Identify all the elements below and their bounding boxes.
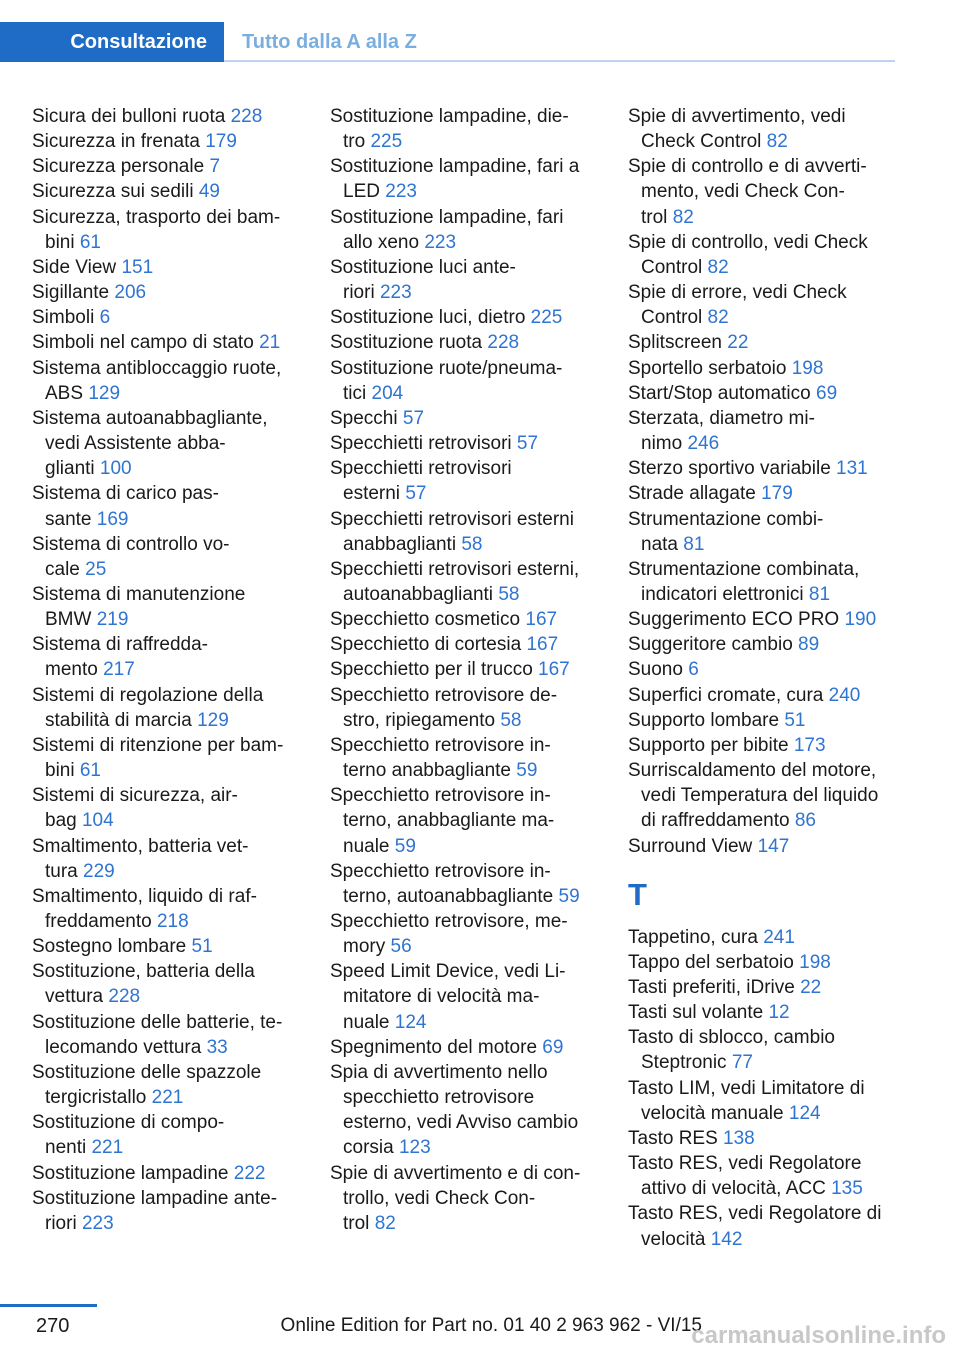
index-column-1	[32, 104, 300, 1236]
index-entry-term: Specchietto per il trucco	[330, 659, 539, 681]
index-entry	[32, 683, 300, 733]
index-entry-term: Spie di avvertimento, vedi Check Control	[628, 106, 846, 153]
index-entry	[628, 632, 896, 657]
index-entry-term: Tappetino, cura	[628, 926, 764, 948]
index-entry	[330, 909, 598, 959]
index-entry	[330, 456, 598, 506]
index-entry	[628, 925, 896, 950]
page-reference-link[interactable]: 179	[205, 131, 237, 153]
index-entry	[330, 507, 598, 557]
index-entry	[330, 154, 598, 204]
page-reference-link[interactable]: 129	[88, 382, 121, 404]
index-entry-term: Surround View	[628, 835, 758, 857]
index-entry	[32, 205, 300, 255]
index-entry-term: Sostituzione, batteria della vettura	[32, 961, 255, 1008]
index-entry-term: Sicurezza in frenata	[32, 131, 206, 153]
index-entry	[628, 834, 896, 859]
page-reference-link[interactable]: 22	[800, 977, 822, 998]
index-entry-term: Sostituzione di compo- nenti	[32, 1112, 225, 1159]
index-entry-term: Sostituzione luci, dietro	[330, 307, 531, 329]
index-entry-term: Sostegno lombare	[32, 936, 192, 958]
index-entry	[628, 406, 896, 456]
index-entry-term: Suggerimento ECO PRO	[628, 609, 845, 631]
page-reference-link[interactable]: 167	[525, 609, 558, 631]
page-reference-link[interactable]: 49	[198, 181, 220, 203]
index-entry	[628, 1076, 896, 1126]
page-reference-link[interactable]: 167	[538, 659, 570, 681]
index-entry	[628, 507, 896, 557]
index-entry-term: Simboli	[32, 307, 100, 329]
page-reference-link[interactable]: 104	[81, 810, 114, 832]
index-entry-term: Sostituzione lampadine, fari a LED	[330, 156, 580, 203]
index-entry	[32, 884, 300, 934]
page-reference-link[interactable]: 86	[794, 810, 816, 832]
index-entry	[32, 305, 300, 330]
index-entry	[330, 305, 598, 330]
index-entry	[628, 481, 896, 506]
index-entry	[32, 255, 300, 280]
index-entry-term: Simboli nel campo di stato	[32, 332, 260, 354]
index-entry	[628, 657, 896, 682]
page-reference-link[interactable]: 100	[99, 458, 132, 480]
page-reference-link[interactable]: 69	[542, 1036, 564, 1058]
index-entry-term: Sostituzione ruote/pneuma- tici	[330, 357, 563, 404]
index-entries-t	[628, 925, 896, 1252]
index-entry-term: Specchietto retrovisore in- terno anabbagliante	[330, 734, 551, 782]
page-reference-link[interactable]: 82	[766, 131, 788, 153]
page-reference-link[interactable]: 6	[688, 659, 699, 681]
page-reference-link[interactable]: 223	[385, 181, 417, 203]
index-entry	[32, 783, 300, 833]
index-entry-term: Sostituzione luci ante- riori	[330, 256, 516, 304]
index-entry-term: Strade allagate	[628, 483, 762, 505]
index-entry-term: Start/Stop automatico	[628, 382, 816, 404]
index-entry	[330, 607, 598, 632]
page-reference-link[interactable]: 12	[768, 1002, 790, 1024]
page-reference-link[interactable]: 225	[370, 131, 403, 153]
index-entry-term: Sistema di raffredda- mento	[32, 634, 209, 681]
index-entry-term: Spie di controllo, vedi Check Control	[628, 231, 868, 278]
index-entry	[330, 356, 598, 406]
index-letter-heading: T	[628, 876, 647, 912]
index-entry	[32, 934, 300, 959]
index-entry-term: Sostituzione delle batterie, te- lecomando vettura	[32, 1011, 283, 1058]
index-entry-term: Specchi	[330, 407, 403, 429]
page-reference-link[interactable]: 58	[498, 583, 520, 605]
edition-note: Online Edition for Part no. 01 40 2 963 962 - VI/15	[280, 1315, 702, 1336]
index-entry	[628, 1151, 896, 1201]
index-entry-term: Surriscaldamento del motore, vedi Temperatura del liquido di raffreddamento	[628, 760, 879, 832]
index-entry	[32, 330, 300, 355]
page-reference-link[interactable]: 56	[390, 936, 412, 958]
index-entry-term: Specchietto retrovisore, me- mory	[330, 911, 568, 958]
index-entry	[628, 356, 896, 381]
index-entry-term: Sistema di carico pas- sante	[32, 483, 219, 530]
page-reference-link[interactable]: 142	[710, 1228, 743, 1250]
index-entry-term: Sicurezza personale	[32, 156, 210, 178]
page-reference-link[interactable]: 167	[526, 634, 559, 656]
page-reference-link[interactable]: 124	[394, 1011, 427, 1033]
index-entry	[330, 1161, 598, 1236]
index-entry	[330, 255, 598, 305]
index-entry	[628, 607, 896, 632]
index-entry	[628, 975, 896, 1000]
page-reference-link[interactable]: 223	[424, 231, 457, 253]
page-reference-link[interactable]: 151	[121, 256, 154, 278]
page-reference-link[interactable]: 77	[731, 1052, 753, 1074]
index-entry-term: Spie di errore, vedi Check Control	[628, 282, 847, 329]
page-reference-link[interactable]: 82	[707, 256, 729, 278]
index-entry-term: Suono	[628, 659, 689, 681]
index-entry-term: Tasti sul volante	[628, 1002, 769, 1024]
index-entry-term: Sostituzione lampadine, die- tro	[330, 106, 569, 153]
index-entry	[330, 205, 598, 255]
index-entry	[330, 733, 598, 783]
index-entry-term: Spia di avvertimento nello specchietto retrovisore esterno, vedi Avviso cambio corsia	[330, 1061, 579, 1159]
page-reference-link[interactable]: 229	[83, 860, 115, 882]
index-entry-term: Specchietti retrovisori esterni anabbaglianti	[330, 508, 574, 555]
page-reference-link[interactable]: 124	[788, 1102, 821, 1124]
index-entry	[32, 1010, 300, 1060]
page-reference-link[interactable]: 61	[79, 760, 101, 782]
page-reference-link[interactable]: 25	[85, 558, 107, 580]
index-entry-term: Sostituzione lampadine, fari allo xeno	[330, 206, 564, 253]
page-reference-link[interactable]: 6	[99, 307, 111, 329]
index-entry-term: Specchietti retrovisori esterni, autoanabbaglianti	[330, 558, 580, 605]
page-reference-link[interactable]: 147	[757, 835, 790, 857]
page-reference-link[interactable]: 21	[259, 332, 281, 354]
page-reference-link[interactable]: 57	[402, 407, 425, 429]
index-entry-term: Side View	[32, 256, 122, 278]
index-entry-term: Tasto di sblocco, cambio Steptronic	[628, 1027, 835, 1074]
page-reference-link[interactable]: 223	[379, 282, 412, 304]
index-entry-term: Suggeritore cambio	[628, 634, 799, 656]
page-reference-link[interactable]: 22	[727, 332, 749, 354]
index-column-2	[330, 104, 598, 1236]
watermark: carmanualsonline.info	[691, 1322, 946, 1349]
page-reference-link[interactable]: 221	[151, 1087, 184, 1109]
index-entry	[32, 481, 300, 531]
index-entry-term: Splitscreen	[628, 332, 728, 354]
index-entry	[330, 330, 598, 355]
index-entry-term: Tasto LIM, vedi Limitatore di velocità manuale	[628, 1077, 865, 1124]
index-entry	[628, 381, 896, 406]
page-reference-link[interactable]: 222	[233, 1162, 266, 1184]
index-entry-term: Sostituzione lampadine ante- riori	[32, 1187, 278, 1234]
index-entry	[330, 406, 598, 431]
index-entry-term: Specchietto cosmetico	[330, 609, 526, 631]
page-reference-link[interactable]: 169	[96, 508, 129, 530]
page-reference-link[interactable]: 57	[516, 433, 539, 455]
index-entry	[628, 1201, 896, 1251]
index-entry-term: Specchietto retrovisore in- terno, anabbagliante ma- nuale	[330, 785, 555, 857]
index-entry	[330, 657, 598, 682]
index-entry	[628, 154, 896, 229]
index-entry	[628, 456, 896, 481]
index-entry-term: Sterzo sportivo variabile	[628, 458, 837, 480]
page-reference-link[interactable]: 217	[103, 659, 135, 681]
index-entry	[330, 431, 598, 456]
page-reference-link[interactable]: 219	[96, 609, 129, 631]
index-entry	[628, 330, 896, 355]
section-tab-tutto-dalla-a-alla-z[interactable]: Tutto dalla A alla Z	[242, 31, 417, 53]
page-reference-link[interactable]: 198	[799, 951, 831, 973]
index-entry-term: Specchietti retrovisori	[330, 433, 517, 455]
index-entry-term: Tasto RES, vedi Regolatore di velocità	[628, 1203, 882, 1250]
page-reference-link[interactable]: 59	[516, 760, 538, 782]
index-entry	[32, 1161, 300, 1186]
index-entry	[32, 280, 300, 305]
page-reference-link[interactable]: 223	[81, 1212, 114, 1234]
index-entry-term: Smaltimento, batteria vet- tura	[32, 835, 249, 882]
index-entry-term: Sistema di manutenzione BMW	[32, 583, 246, 631]
index-entry	[628, 557, 896, 607]
page-reference-link[interactable]: 173	[793, 734, 826, 756]
page-reference-link[interactable]: 61	[79, 231, 101, 253]
index-entry	[330, 1060, 598, 1161]
index-entry	[32, 582, 300, 632]
index-entry	[628, 733, 896, 758]
page-reference-link[interactable]: 138	[723, 1127, 755, 1149]
index-entry-term: Sicurezza, trasporto dei bam- bini	[32, 206, 281, 253]
page-reference-link[interactable]: 129	[197, 709, 229, 731]
page-reference-link[interactable]: 241	[763, 926, 795, 948]
page-reference-link[interactable]: 221	[91, 1137, 124, 1159]
page-reference-link[interactable]: 228	[230, 106, 263, 127]
index-entry	[330, 783, 598, 858]
index-entry	[32, 129, 300, 154]
page-reference-link[interactable]: 123	[398, 1137, 431, 1159]
page-reference-link[interactable]: 59	[394, 835, 416, 857]
index-entries-s	[628, 104, 896, 859]
index-entry-term: Tasto RES	[628, 1127, 724, 1149]
index-entry-term: Spegnimento del motore	[330, 1036, 543, 1058]
index-entry-term: Specchietto di cortesia	[330, 634, 527, 656]
index-entry	[330, 683, 598, 733]
index-entry-term: Superfici cromate, cura	[628, 684, 829, 706]
page-reference-link[interactable]: 58	[500, 709, 522, 731]
index-entry	[32, 632, 300, 682]
index-entry-term: Spie di avvertimento e di con- trollo, vedi Check Con- trol	[330, 1162, 581, 1234]
index-entry-term: Strumentazione combi- nata	[628, 508, 824, 555]
index-entry-term: Tappo del serbatoio	[628, 951, 800, 973]
index-entry-term: Tasti preferiti, iDrive	[628, 977, 801, 998]
index-entry	[330, 1035, 598, 1060]
index-entry	[628, 1126, 896, 1151]
index-entry-term: Specchietto retrovisore in- terno, autoanabbagliante	[330, 860, 554, 907]
page-reference-link[interactable]: 89	[798, 634, 820, 656]
index-entry-term: Supporto per bibite	[628, 734, 794, 756]
index-entry-term: Smaltimento, liquido di raf- freddamento	[32, 885, 257, 932]
page-reference-link[interactable]: 7	[209, 156, 221, 178]
index-entry	[32, 179, 300, 204]
page-reference-link[interactable]: 190	[844, 609, 877, 631]
page-reference-link[interactable]: 135	[831, 1178, 863, 1200]
index-entry-term: Sistema antibloccaggio ruote, ABS	[32, 357, 282, 404]
index-entry	[628, 1000, 896, 1025]
index-entry	[330, 104, 598, 154]
page-reference-link[interactable]: 69	[816, 382, 838, 404]
index-entry-term: Sistema autoanabbagliante, vedi Assistente abba- glianti	[32, 407, 268, 480]
index-entry-term: Sigillante	[32, 282, 115, 304]
page-reference-link[interactable]: 82	[672, 206, 694, 228]
page-reference-link[interactable]: 59	[558, 885, 580, 907]
index-entry	[32, 406, 300, 481]
index-entry	[32, 1060, 300, 1110]
page-number: 270	[36, 1315, 70, 1337]
page-reference-link[interactable]: 82	[374, 1212, 396, 1234]
index-entry	[32, 154, 300, 179]
index-entry-term: Sistemi di sicurezza, air- bag	[32, 785, 238, 832]
index-entry-term: Spie di controllo e di avverti- mento, vedi Check Con- trol	[628, 156, 867, 228]
page-reference-link[interactable]: 51	[784, 709, 806, 731]
page-reference-link[interactable]: 228	[487, 332, 520, 354]
index-entry-term: Sostituzione delle spazzole tergicristallo	[32, 1061, 262, 1109]
index-entry-term: Sicura dei bulloni ruota	[32, 106, 231, 127]
index-entry-term: Sterzata, diametro mi- nimo	[628, 407, 815, 455]
section-tab-consultazione[interactable]: Consultazione	[0, 22, 224, 62]
index-entry	[330, 557, 598, 607]
page-reference-link[interactable]: 131	[836, 458, 868, 480]
index-entry	[628, 1025, 896, 1075]
index-entry-term: Supporto lombare	[628, 709, 785, 731]
page-reference-link[interactable]: 81	[808, 583, 831, 605]
index-entry-term: Sportello serbatoio	[628, 357, 792, 379]
index-entry-term: Sistemi di ritenzione per bam- bini	[32, 734, 284, 782]
index-entry-term: Specchietto retrovisore de- stro, ripiegamento	[330, 684, 558, 731]
page-reference-link[interactable]: 204	[371, 382, 404, 404]
index-entry	[32, 356, 300, 406]
page-reference-link[interactable]: 198	[791, 357, 824, 379]
index-entry-term: Sicurezza sui sedili	[32, 181, 199, 203]
index-entry	[628, 280, 896, 330]
page-reference-link[interactable]: 58	[461, 533, 483, 555]
page-reference-link[interactable]: 81	[683, 533, 705, 555]
page-header	[0, 22, 895, 62]
index-entry	[628, 230, 896, 280]
index-entry	[628, 683, 896, 708]
index-entry	[628, 758, 896, 833]
index-entry	[32, 104, 300, 129]
index-entry	[32, 1110, 300, 1160]
index-entry-term: Sostituzione lampadine	[32, 1162, 234, 1184]
index-entry-term: Specchietti retrovisori esterni	[330, 458, 512, 505]
page-reference-link[interactable]: 206	[114, 282, 147, 304]
footer-rule	[0, 1304, 97, 1307]
index-entry	[628, 950, 896, 975]
index-entry-term: Speed Limit Device, vedi Li- mitatore di velocità ma- nuale	[330, 961, 566, 1033]
index-entry	[32, 733, 300, 783]
index-entry-term: Strumentazione combinata, indicatori elettronici	[628, 558, 860, 605]
index-entry-term: Sistema di controllo vo- cale	[32, 533, 230, 580]
index-entry-term: Sostituzione ruota	[330, 332, 488, 354]
index-entry	[628, 708, 896, 733]
header-rule	[224, 60, 895, 62]
index-column-3	[628, 104, 896, 1252]
page-reference-link[interactable]: 57	[405, 483, 427, 505]
index-entry	[330, 632, 598, 657]
index-entry	[32, 834, 300, 884]
page-reference-link[interactable]: 225	[530, 307, 563, 329]
index-entry	[330, 959, 598, 1034]
index-entry	[330, 859, 598, 909]
page-reference-link[interactable]: 228	[108, 986, 141, 1008]
index-entry	[628, 104, 896, 154]
page-reference-link[interactable]: 33	[206, 1036, 228, 1058]
index-entry	[32, 1186, 300, 1236]
page-reference-link[interactable]: 240	[828, 684, 861, 706]
index-entry	[32, 532, 300, 582]
index-entry-term: Sistemi di regolazione della stabilità di marcia	[32, 684, 264, 731]
page-reference-link[interactable]: 218	[156, 911, 189, 932]
index-entry	[32, 959, 300, 1009]
page-reference-link[interactable]: 179	[761, 483, 793, 505]
index-entry-term: Tasto RES, vedi Regolatore attivo di velocità, ACC	[628, 1153, 862, 1200]
page-reference-link[interactable]: 82	[707, 307, 729, 329]
page-reference-link[interactable]: 246	[687, 433, 720, 455]
page-reference-link[interactable]: 51	[191, 936, 213, 958]
